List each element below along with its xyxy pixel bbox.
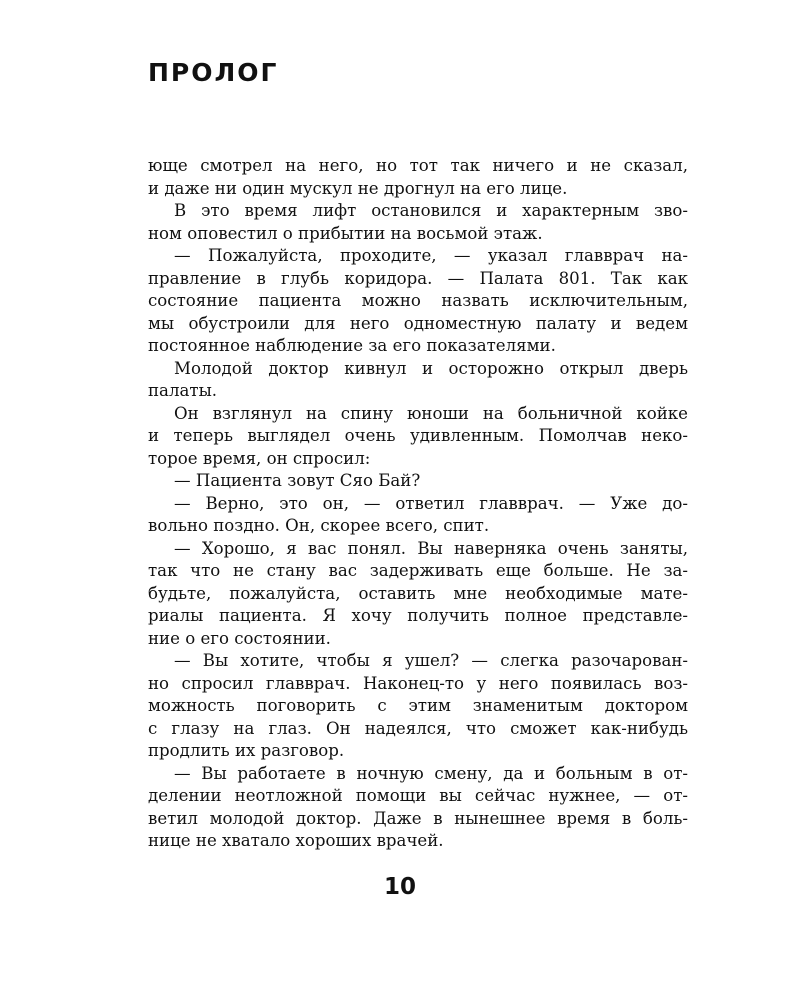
text-line: риалы пациента. Я хочу получить полное представле- [148,606,688,625]
text-line: — Вы хотите, чтобы я ушел? — слегка разочарован- [174,651,688,670]
text-line: Молодой доктор кивнул и осторожно открыл дверь [174,358,688,378]
text-line: — Пациента зовут Сяо Бай? [174,471,421,490]
text-line: вольно поздно. Он, скорее всего, спит. [148,516,490,535]
text-line: В это время лифт остановился и характерным зво- [174,201,688,220]
text-line: — Вы работаете в ночную смену, да и больным в от- [174,763,688,783]
text-line: но спросил главврач. Наконец-то у него появилась воз- [148,673,688,693]
text-line: ном оповестил о прибытии на восьмой этаж. [148,223,543,243]
text-line: — Верно, это он, — ответил главврач. — Уже до- [174,493,688,513]
text-line: мы обустроили для него одноместную палату и ведем [148,313,688,333]
text-line: и даже ни один мускул не дрогнул на его лице. [148,178,568,198]
text-line: состояние пациента можно назвать исключительным, [148,291,688,310]
text-line: можность поговорить с этим знаменитым доктором [148,696,688,715]
page-number: 10 [383,874,416,900]
text-line: — Хорошо, я вас понял. Вы наверняка очень заняты, [174,538,688,558]
text-line: продлить их разговор. [148,741,345,760]
text-line: правление в глубь коридора. — Палата 801. Так как [148,268,688,288]
body-text [148,155,688,853]
text-line: ние о его состоянии. [148,628,331,648]
text-line: постоянное наблюдение за его показателями. [148,336,556,355]
text-line: и теперь выглядел очень удивленным. Помолчав неко- [148,426,688,445]
text-line: нице не хватало хороших врачей. [148,831,444,850]
text-line: будьте, пожалуйста, оставить мне необходимые мате- [148,583,688,603]
text-line: — Пожалуйста, проходите, — указал главврач на- [174,246,688,265]
text-line: палаты. [148,381,218,400]
text-line: делении неотложной помощи вы сейчас нужнее, — от- [148,786,688,805]
text-line: так что не стану вас задерживать еще больше. Не за- [148,561,688,580]
text-line: Он взглянул на спину юноши на больничной койке [174,403,688,423]
text-line: торое время, он спросил: [148,448,371,468]
text-line: ветил молодой доктор. Даже в нынешнее время в боль- [148,808,688,828]
text-line: с глазу на глаз. Он надеялся, что сможет как-нибудь [148,718,688,738]
text-line: юще смотрел на него, но тот так ничего и не сказал, [148,156,688,175]
running-header: ПРОЛОГ [148,58,279,87]
